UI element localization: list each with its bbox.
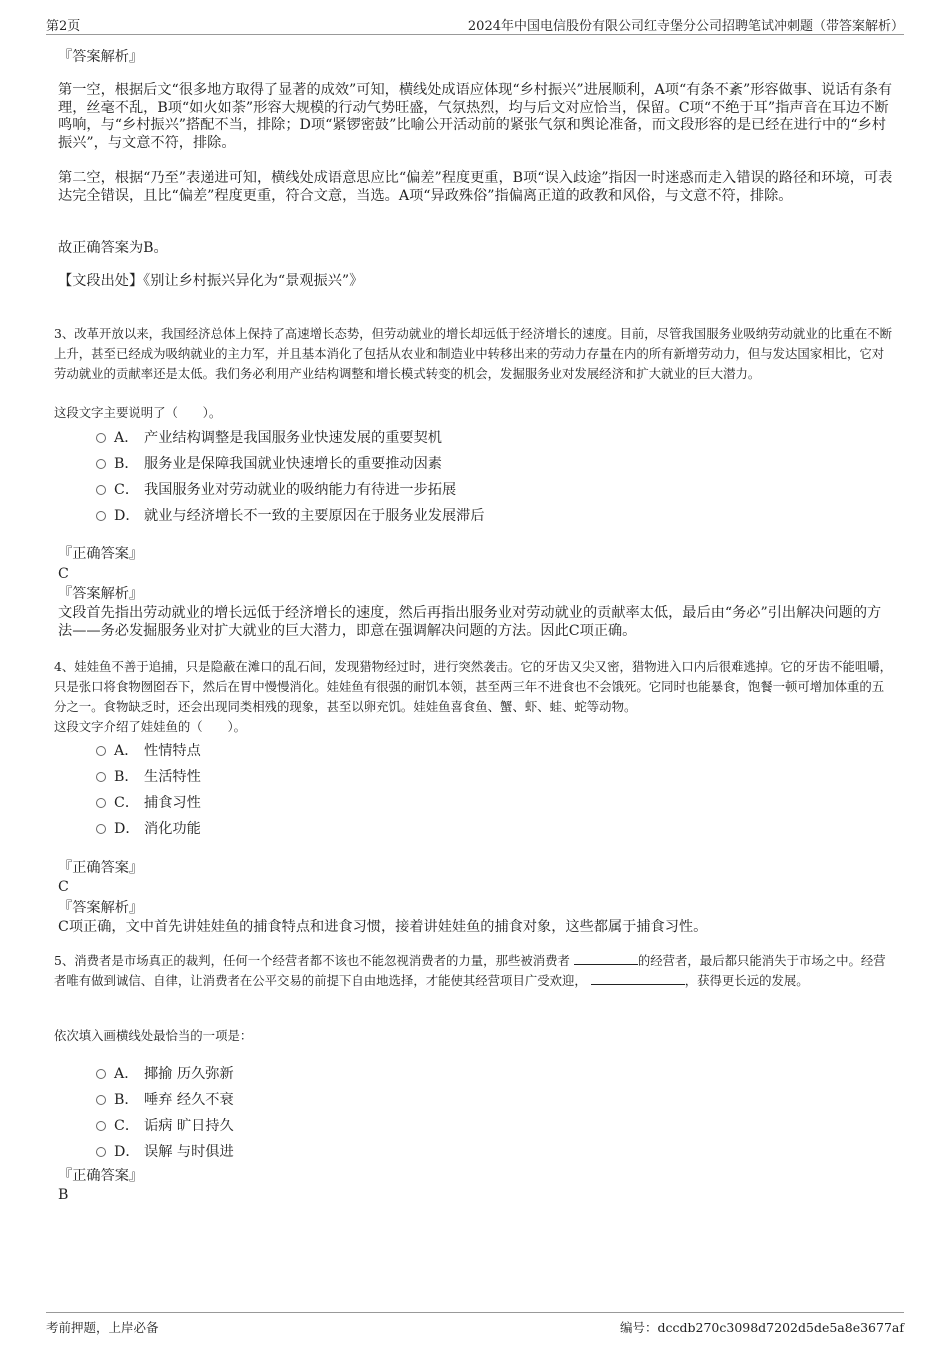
option-text: 性情特点 <box>144 743 201 759</box>
option-letter: C． <box>114 795 140 811</box>
code-label: 编号： <box>619 1320 658 1335</box>
option-text: 唾弃 经久不衰 <box>144 1092 234 1108</box>
option-text: 诟病 旷日持久 <box>144 1118 234 1134</box>
q5-answer: B <box>58 1187 69 1203</box>
radio-icon[interactable] <box>96 1069 106 1079</box>
option-text: 就业与经济增长不一致的主要原因在于服务业发展滞后 <box>144 508 485 524</box>
q5-stem-part-e: 展。 <box>783 973 809 988</box>
document-title: 2024年中国电信股份有限公司红寺堡分公司招聘笔试冲刺题（带答案解析） <box>467 19 904 34</box>
option-letter: D． <box>114 1144 140 1160</box>
q4-question: 这段文字介绍了娃娃鱼的（ ）。 <box>54 719 247 734</box>
option-letter: A． <box>114 430 139 446</box>
radio-icon[interactable] <box>96 772 106 782</box>
q3-option-c[interactable] <box>96 479 456 501</box>
q3-answer: C <box>58 566 69 582</box>
option-text: 揶揄 历久弥新 <box>144 1066 234 1082</box>
option-letter: B． <box>114 456 139 472</box>
radio-icon[interactable] <box>96 485 106 495</box>
q5-stem <box>54 951 896 991</box>
q2-conclusion: 故正确答案为B。 <box>58 240 168 256</box>
q5-question: 依次填入画横线处最恰当的一项是： <box>54 1028 253 1043</box>
option-letter: A． <box>114 743 139 759</box>
option-text: 捕食习性 <box>144 795 201 811</box>
q4-option-c[interactable] <box>96 792 201 814</box>
option-letter: B． <box>114 769 139 785</box>
code-value: dccdb270c3098d7202d5de5a8e3677af <box>657 1320 904 1335</box>
q4-option-a[interactable] <box>96 740 201 762</box>
q2-source: 【文段出处】《别让乡村振兴异化为“景观振兴”》 <box>58 273 364 289</box>
document-code <box>620 1318 904 1336</box>
q2-analysis-label: 『答案解析』 <box>58 49 144 65</box>
radio-icon[interactable] <box>96 824 106 834</box>
option-text: 误解 与时俱进 <box>144 1144 234 1160</box>
option-letter: A． <box>114 1066 139 1082</box>
option-letter: C． <box>114 482 140 498</box>
option-letter: C． <box>114 1118 140 1134</box>
option-letter: D． <box>114 821 140 837</box>
q4-analysis-label: 『答案解析』 <box>58 900 144 916</box>
option-text: 生活特性 <box>144 769 201 785</box>
radio-icon[interactable] <box>96 1095 106 1105</box>
q5-option-c[interactable] <box>96 1115 234 1137</box>
footer-note: 考前押题，上岸必备 <box>46 1320 159 1335</box>
option-text: 消化功能 <box>144 821 201 837</box>
q3-option-b[interactable] <box>96 453 442 475</box>
option-letter: B． <box>114 1092 139 1108</box>
q4-stem: 4、娃娃鱼不善于追捕，只是隐蔽在滩口的乱石间，发现猎物经过时，进行突然袭击。它的牙齿又尖又密，猎物进入口内后很难逃掉。它的牙齿不能咀嚼，只是张口将食物囫囵吞下，然后在胃中慢慢消化。娃娃鱼有很强的耐饥本领，甚至两三年不进食也不会饿死。它同时也能暴食，饱餐一顿可增加体重的五分之一。食物缺乏时，还会出现同类相残的现象，甚至以卵充饥。娃娃鱼喜食鱼、蟹、虾、蛙、蛇等动物。 <box>54 659 893 714</box>
q5-answer-label: 『正确答案』 <box>58 1168 144 1184</box>
page-number: 第2页 <box>46 19 81 34</box>
q4-answer: C <box>58 879 69 895</box>
q4-option-b[interactable] <box>96 766 201 788</box>
q5-option-d[interactable] <box>96 1141 234 1163</box>
q4-analysis: C项正确，文中首先讲娃娃鱼的捕食特点和进食习惯，接着讲娃娃鱼的捕食对象，这些都属于捕食习性。 <box>58 919 708 935</box>
q5-blank-1 <box>574 951 638 965</box>
radio-icon[interactable] <box>96 459 106 469</box>
q4-answer-label: 『正确答案』 <box>58 860 144 876</box>
q5-stem-part-b: 的经营者，最后都只能消失于市场之 <box>637 953 837 968</box>
radio-icon[interactable] <box>96 798 106 808</box>
radio-icon[interactable] <box>96 511 106 521</box>
q5-option-a[interactable] <box>96 1063 234 1085</box>
option-text: 产业结构调整是我国服务业快速发展的重要契机 <box>144 430 442 446</box>
q2-analysis-para1: 第一空，根据后文“很多地方取得了显著的成效”可知，横线处成语应体现“乡村振兴”进展顺利，A项“有条不紊”形容做事、说话有条有理，丝毫不乱，B项“如火如荼”形容大规模的行动气势旺盛，气氛热烈，均与后文对应恰当，保留。C项“不绝于耳”指声音在耳边不断鸣响，与“乡村振兴”搭配不当，排除；D项“紧锣密鼓”比喻公开活动前的紧张气氛和舆论准备，而文段形容的是已经在进行中的“乡村振兴”，与文意不符，排除。 <box>58 82 893 151</box>
q3-option-d[interactable] <box>96 505 485 527</box>
q3-stem: 3、改革开放以来，我国经济总体上保持了高速增长态势，但劳动就业的增长却远低于经济增长的速度。目前，尽管我国服务业吸纳劳动就业的比重在不断上升，甚至已经成为吸纳就业的主力军，并且基本消化了包括从农业和制造业中转移出来的劳动力存量在内的所有新增劳动力，但与发达国家相比，它对劳动就业的贡献率还是太低。我们务必利用产业结构调整和增长模式转变的机会，发掘服务业对发展经济和扩大就业的巨大潜力。 <box>54 326 893 381</box>
page-header <box>46 12 904 35</box>
q4-option-d[interactable] <box>96 818 201 840</box>
q3-option-a[interactable] <box>96 427 442 449</box>
q5-stem-part-a: 5、消费者是市场真正的裁判，任何一个经营者都不该也不能忽视消费者的力量，那些被消费者 <box>54 953 570 968</box>
radio-icon[interactable] <box>96 433 106 443</box>
radio-icon[interactable] <box>96 1147 106 1157</box>
q3-analysis-label: 『答案解析』 <box>58 586 144 602</box>
q5-stem-part-c: 中。经营者唯有做到诚信、自律，让消费者在公平交易的前提下自由地选择，才能使其经营项目广受欢迎， <box>54 953 886 988</box>
q3-question: 这段文字主要说明了（ ）。 <box>54 405 222 420</box>
q2-analysis-para2: 第二空，根据“乃至”表递进可知，横线处成语意思应比“偏差”程度更重，B项“误入歧途”指因一时迷惑而走入错误的路径和环境，可表达完全错误，且比“偏差”程度更重，符合文意，当选。A项“异政殊俗”指偏离正道的政教和风俗，与文意不符，排除。 <box>58 170 893 204</box>
q3-answer-label: 『正确答案』 <box>58 546 144 562</box>
q5-option-b[interactable] <box>96 1089 234 1111</box>
option-text: 我国服务业对劳动就业的吸纳能力有待进一步拓展 <box>144 482 457 498</box>
q5-blank-2 <box>591 971 685 985</box>
option-text: 服务业是保障我国就业快速增长的重要推动因素 <box>144 456 442 472</box>
radio-icon[interactable] <box>96 1121 106 1131</box>
option-letter: D． <box>114 508 140 524</box>
page-footer <box>46 1312 904 1337</box>
q5-stem-part-d: ，获得更长远的发 <box>684 973 784 988</box>
q3-analysis: 文段首先指出劳动就业的增长远低于经济增长的速度，然后再指出服务业对劳动就业的贡献率太低，最后由“务必”引出解决问题的方法——务必发掘服务业对扩大就业的巨大潜力，即意在强调解决问题的方法。因此C项正确。 <box>58 605 882 639</box>
radio-icon[interactable] <box>96 746 106 756</box>
